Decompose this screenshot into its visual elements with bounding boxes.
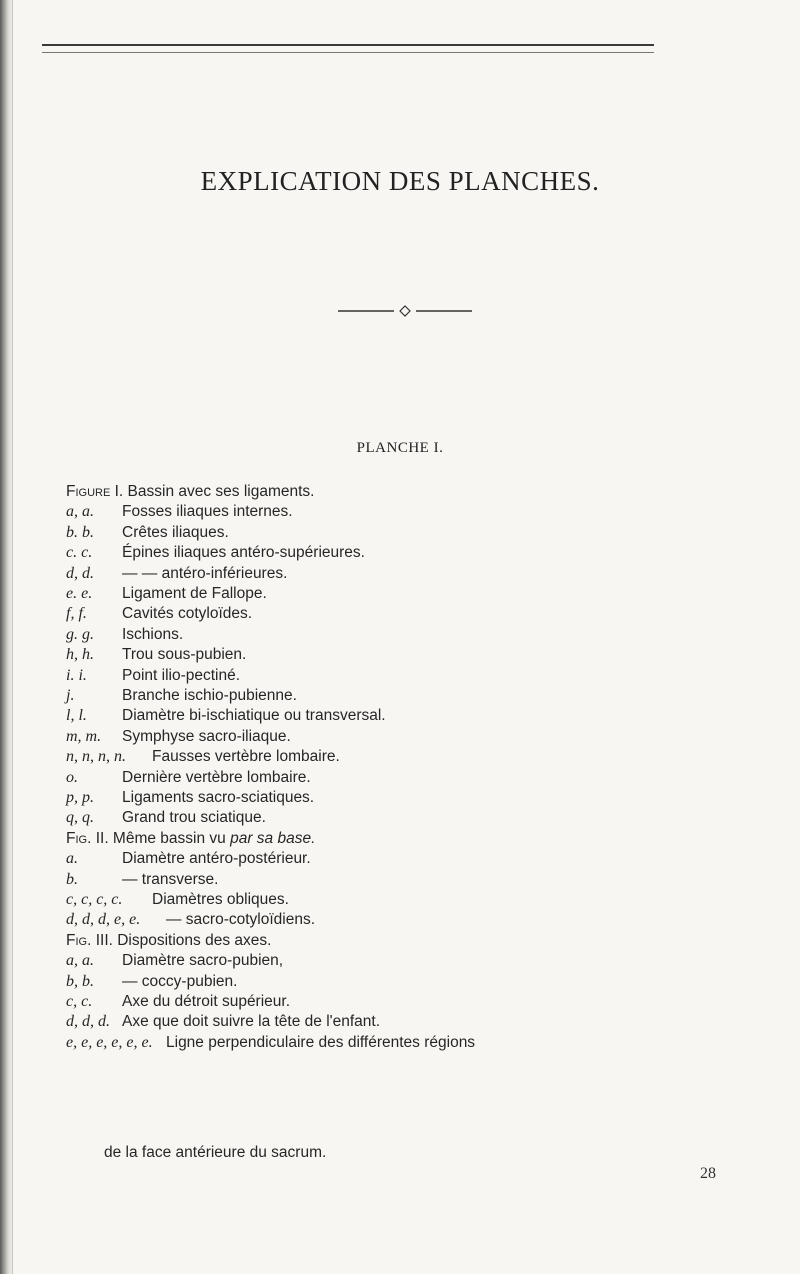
- entry-label: i. i.: [66, 667, 87, 684]
- entry-text: Diamètres obliques.: [152, 891, 289, 908]
- figure-caption-prefix: Fig.: [66, 932, 96, 949]
- entry-text: Ligament de Fallope.: [122, 585, 267, 602]
- entry-text: Point ilio-pectiné.: [122, 667, 241, 684]
- ornament-divider: [338, 305, 472, 317]
- figure-1-caption: [66, 483, 315, 501]
- entry-label: e, e, e, e, e, e.: [66, 1034, 153, 1051]
- entry-label: g. g.: [66, 626, 94, 643]
- entry-text: Fosses iliaques internes.: [122, 503, 293, 520]
- figure-caption-italic: par sa base.: [230, 830, 316, 847]
- entry-label: c. c.: [66, 544, 93, 561]
- top-rule-thin: [42, 52, 654, 53]
- entry-label: f, f.: [66, 605, 87, 622]
- entry-text: Crêtes iliaques.: [122, 524, 229, 541]
- page-title: EXPLICATION DES PLANCHES.: [200, 166, 600, 196]
- entry-label: d, d, d.: [66, 1013, 110, 1030]
- figure-2-caption: [66, 830, 315, 848]
- entry-label: m, m.: [66, 728, 102, 745]
- entry-label: j.: [66, 687, 75, 704]
- entry-label: a, a.: [66, 503, 94, 520]
- entry-text: — coccy-pubien.: [122, 973, 238, 990]
- entry-text: Dernière vertèbre lombaire.: [122, 769, 311, 786]
- entry-text: Symphyse sacro-iliaque.: [122, 728, 291, 745]
- figure-3-caption: [66, 932, 271, 950]
- entry-label: o.: [66, 769, 78, 786]
- entry-label: c, c.: [66, 993, 93, 1010]
- top-rule-thick: [42, 44, 654, 46]
- entry-text: Cavités cotyloïdes.: [122, 605, 253, 622]
- figure-caption-text: II. Même bassin vu: [95, 830, 231, 847]
- entry-label: b, b.: [66, 973, 94, 990]
- entry-text: — — antéro-inférieures.: [122, 565, 288, 582]
- figure-caption-prefix: Figure: [66, 483, 115, 500]
- entry-label: c, c, c, c.: [66, 891, 123, 908]
- entry-text: Branche ischio-pubienne.: [122, 687, 297, 704]
- page-number: 28: [700, 1165, 716, 1182]
- entry-label: b. b.: [66, 524, 94, 541]
- entry-label: d, d, d, e, e.: [66, 911, 141, 928]
- entry-label: p, p.: [66, 789, 94, 806]
- entry-label: b.: [66, 871, 78, 888]
- entry-label: a.: [66, 850, 78, 867]
- figure-caption-text: I. Bassin avec ses ligaments.: [114, 483, 315, 500]
- entry-text: Fausses vertèbre lombaire.: [152, 748, 340, 765]
- entry-text: Épines iliaques antéro-supérieures.: [122, 544, 365, 561]
- entry-text: Grand trou sciatique.: [122, 809, 266, 826]
- entry-text: — transverse.: [122, 871, 219, 888]
- entry-label: q, q.: [66, 809, 94, 826]
- entry-label: e. e.: [66, 585, 93, 602]
- entry-label: n, n, n, n.: [66, 748, 126, 765]
- entry-text: Ligne perpendiculaire des différentes régions: [166, 1034, 476, 1051]
- entry-text: — sacro-cotyloïdiens.: [166, 911, 316, 928]
- entry-text: Ligaments sacro-sciatiques.: [122, 789, 315, 806]
- figure-caption-prefix: Fig.: [66, 830, 96, 847]
- entry-text: Ischions.: [122, 626, 184, 643]
- continuation-line: de la face antérieure du sacrum.: [104, 1144, 327, 1161]
- entry-text: Trou sous-pubien.: [122, 646, 247, 663]
- entry-label: h, h.: [66, 646, 94, 663]
- entry-label: l, l.: [66, 707, 87, 724]
- entry-text: Diamètre bi-ischiatique ou transversal.: [122, 707, 386, 724]
- entry-label: d, d.: [66, 565, 94, 582]
- entry-text: Diamètre sacro-pubien,: [122, 952, 284, 969]
- entry-text: Axe que doit suivre la tête de l'enfant.: [122, 1013, 381, 1030]
- figure-caption-text: III. Dispositions des axes.: [95, 932, 272, 949]
- plate-heading: PLANCHE I.: [356, 440, 444, 456]
- entry-text: Axe du détroit supérieur.: [122, 993, 291, 1010]
- entry-text: Diamètre antéro-postérieur.: [122, 850, 311, 867]
- entry-label: a, a.: [66, 952, 94, 969]
